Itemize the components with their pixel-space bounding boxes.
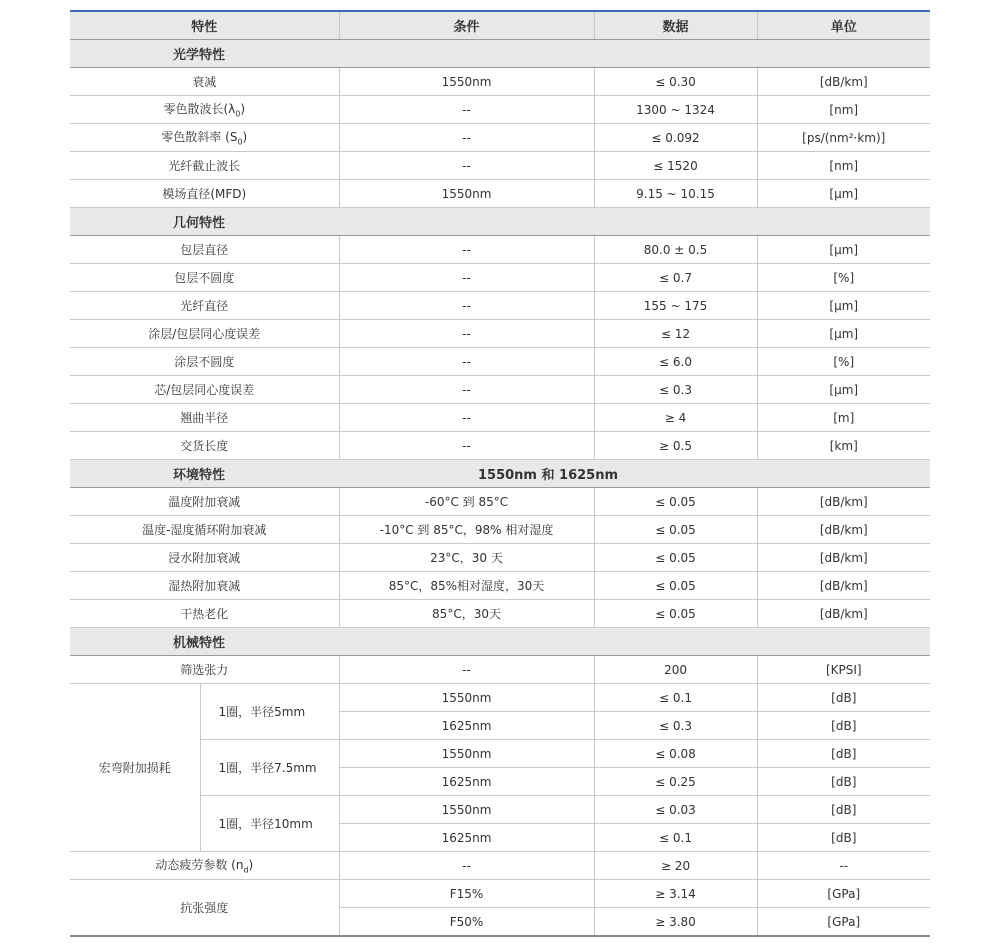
row-value: ≤ 12	[594, 320, 757, 348]
section-geometry	[70, 208, 930, 236]
row-value: 155 ~ 175	[594, 292, 757, 320]
header-data: 数据	[594, 12, 757, 40]
row-value: ≥ 4	[594, 404, 757, 432]
row-value: ≤ 0.1	[594, 684, 757, 712]
section-blank	[757, 460, 930, 488]
section-subtitle: 1550nm 和 1625nm	[339, 460, 757, 488]
row-value: ≤ 6.0	[594, 348, 757, 376]
row-value: ≤ 0.05	[594, 488, 757, 516]
row-name: 模场直径(MFD)	[70, 180, 339, 208]
row-value: ≤ 0.05	[594, 600, 757, 628]
row-value: ≥ 0.5	[594, 432, 757, 460]
macrobend-group-label: 1圈，半径7.5mm	[200, 740, 339, 796]
macrobend-name: 宏弯附加损耗	[70, 684, 200, 852]
row-unit: [dB]	[757, 684, 930, 712]
section-title: 环境特性	[70, 460, 339, 488]
table-row	[70, 684, 930, 712]
row-name-symbol: n	[235, 858, 244, 873]
row-unit: [μm]	[757, 292, 930, 320]
row-value: ≤ 0.3	[594, 712, 757, 740]
row-condition: --	[339, 96, 594, 124]
row-unit: [dB/km]	[757, 68, 930, 96]
row-unit: [dB/km]	[757, 488, 930, 516]
row-unit: [GPa]	[757, 880, 930, 908]
table-row	[70, 852, 930, 880]
table-row	[70, 404, 930, 432]
section-title: 光学特性	[70, 40, 930, 68]
row-unit: [μm]	[757, 376, 930, 404]
row-unit: [%]	[757, 264, 930, 292]
row-unit: [dB]	[757, 740, 930, 768]
row-name: 干热老化	[70, 600, 339, 628]
row-condition: 85°C，85%相对湿度，30天	[339, 572, 594, 600]
row-value: ≤ 1520	[594, 152, 757, 180]
row-value: 80.0 ± 0.5	[594, 236, 757, 264]
table-row	[70, 572, 930, 600]
row-value: ≤ 0.092	[594, 124, 757, 152]
row-condition: -60°C 到 85°C	[339, 488, 594, 516]
row-condition: F15%	[339, 880, 594, 908]
row-value: ≤ 0.08	[594, 740, 757, 768]
row-unit: --	[757, 852, 930, 880]
row-value: ≤ 0.05	[594, 544, 757, 572]
row-condition: --	[339, 264, 594, 292]
row-name: 包层直径	[70, 236, 339, 264]
table-row	[70, 68, 930, 96]
table-row	[70, 544, 930, 572]
spec-table-container	[70, 10, 930, 937]
row-name-text: 动态疲劳参数	[155, 858, 228, 873]
fiber-spec-table	[70, 12, 930, 937]
row-name: 涂层不圆度	[70, 348, 339, 376]
table-row	[70, 880, 930, 908]
table-row	[70, 656, 930, 684]
row-value: ≤ 0.25	[594, 768, 757, 796]
row-name: 浸水附加衰减	[70, 544, 339, 572]
row-condition: --	[339, 348, 594, 376]
row-condition: --	[339, 404, 594, 432]
table-row	[70, 320, 930, 348]
row-value: 9.15 ~ 10.15	[594, 180, 757, 208]
row-name: 涂层/包层同心度误差	[70, 320, 339, 348]
row-name-text: 零色散波长	[163, 102, 224, 117]
row-unit: [dB/km]	[757, 572, 930, 600]
row-unit: [μm]	[757, 236, 930, 264]
row-condition: 1550nm	[339, 68, 594, 96]
row-name: 光纤直径	[70, 292, 339, 320]
section-mechanical	[70, 628, 930, 656]
row-condition: 23°C，30 天	[339, 544, 594, 572]
row-unit: [%]	[757, 348, 930, 376]
row-value: ≥ 3.14	[594, 880, 757, 908]
row-unit: [dB]	[757, 768, 930, 796]
row-condition: 85°C，30天	[339, 600, 594, 628]
row-unit: [ps/(nm²·km)]	[757, 124, 930, 152]
row-name: 交货长度	[70, 432, 339, 460]
row-value: ≥ 3.80	[594, 908, 757, 937]
row-condition: 1550nm	[339, 180, 594, 208]
row-condition: --	[339, 376, 594, 404]
row-condition: --	[339, 124, 594, 152]
row-value: ≤ 0.30	[594, 68, 757, 96]
row-condition: 1550nm	[339, 684, 594, 712]
row-value: 200	[594, 656, 757, 684]
row-unit: [μm]	[757, 320, 930, 348]
row-unit: [m]	[757, 404, 930, 432]
row-unit: [dB/km]	[757, 516, 930, 544]
row-condition: 1625nm	[339, 768, 594, 796]
row-condition: 1550nm	[339, 740, 594, 768]
row-condition: 1550nm	[339, 796, 594, 824]
section-title: 几何特性	[70, 208, 930, 236]
row-name: 翘曲半径	[70, 404, 339, 432]
table-row	[70, 488, 930, 516]
row-unit: [dB/km]	[757, 600, 930, 628]
row-name: 芯/包层同心度误差	[70, 376, 339, 404]
row-unit: [μm]	[757, 180, 930, 208]
tensile-name: 抗张强度	[70, 880, 339, 937]
table-row	[70, 236, 930, 264]
row-condition: --	[339, 292, 594, 320]
row-condition: --	[339, 320, 594, 348]
row-name-subscript: d	[243, 865, 249, 875]
row-condition: F50%	[339, 908, 594, 937]
row-unit: [nm]	[757, 96, 930, 124]
row-value: ≥ 20	[594, 852, 757, 880]
row-name: 零色散波长$(\lambda_0)$	[70, 96, 339, 124]
table-row	[70, 96, 930, 124]
section-optical	[70, 40, 930, 68]
row-name: 筛选张力	[70, 656, 339, 684]
row-condition: --	[339, 152, 594, 180]
table-row	[70, 180, 930, 208]
row-name: 湿热附加衰减	[70, 572, 339, 600]
row-unit: [dB]	[757, 712, 930, 740]
header-unit: 单位	[757, 12, 930, 40]
macrobend-group-label: 1圈，半径5mm	[200, 684, 339, 740]
row-name: 动态疲劳参数 $(n_d)$	[70, 852, 339, 880]
row-condition: 1625nm	[339, 712, 594, 740]
row-name: 衰减	[70, 68, 339, 96]
header-property: 特性	[70, 12, 339, 40]
table-row	[70, 516, 930, 544]
row-unit: [nm]	[757, 152, 930, 180]
row-value: ≤ 0.1	[594, 824, 757, 852]
macrobend-group-label: 1圈，半径10mm	[200, 796, 339, 852]
section-environment	[70, 460, 930, 488]
row-name: 包层不圆度	[70, 264, 339, 292]
row-condition: --	[339, 432, 594, 460]
row-value: ≤ 0.05	[594, 516, 757, 544]
row-name: 温度-湿度循环附加衰减	[70, 516, 339, 544]
table-row	[70, 124, 930, 152]
header-condition: 条件	[339, 12, 594, 40]
row-value: ≤ 0.03	[594, 796, 757, 824]
row-unit: [KPSI]	[757, 656, 930, 684]
row-name: 光纤截止波长	[70, 152, 339, 180]
row-condition: --	[339, 236, 594, 264]
row-condition: -10°C 到 85°C，98% 相对湿度	[339, 516, 594, 544]
row-value: 1300 ~ 1324	[594, 96, 757, 124]
row-name-text: 零色散斜率	[161, 130, 222, 145]
row-unit: [dB]	[757, 824, 930, 852]
row-name: 零色散斜率 $(S_0)$	[70, 124, 339, 152]
table-header-row	[70, 12, 930, 40]
table-row	[70, 152, 930, 180]
row-unit: [dB]	[757, 796, 930, 824]
row-value: ≤ 0.7	[594, 264, 757, 292]
row-name-symbol: S	[229, 130, 238, 145]
row-condition: --	[339, 852, 594, 880]
section-title: 机械特性	[70, 628, 930, 656]
row-name: 温度附加衰减	[70, 488, 339, 516]
table-row	[70, 292, 930, 320]
table-row	[70, 264, 930, 292]
table-row	[70, 376, 930, 404]
row-name-subscript: 0	[237, 137, 243, 147]
row-unit: [dB/km]	[757, 544, 930, 572]
row-unit: [km]	[757, 432, 930, 460]
row-condition: --	[339, 656, 594, 684]
row-value: ≤ 0.3	[594, 376, 757, 404]
row-condition: 1625nm	[339, 824, 594, 852]
row-name-subscript: 0	[235, 109, 241, 119]
table-row	[70, 432, 930, 460]
row-value: ≤ 0.05	[594, 572, 757, 600]
table-row	[70, 348, 930, 376]
table-row	[70, 600, 930, 628]
row-unit: [GPa]	[757, 908, 930, 937]
